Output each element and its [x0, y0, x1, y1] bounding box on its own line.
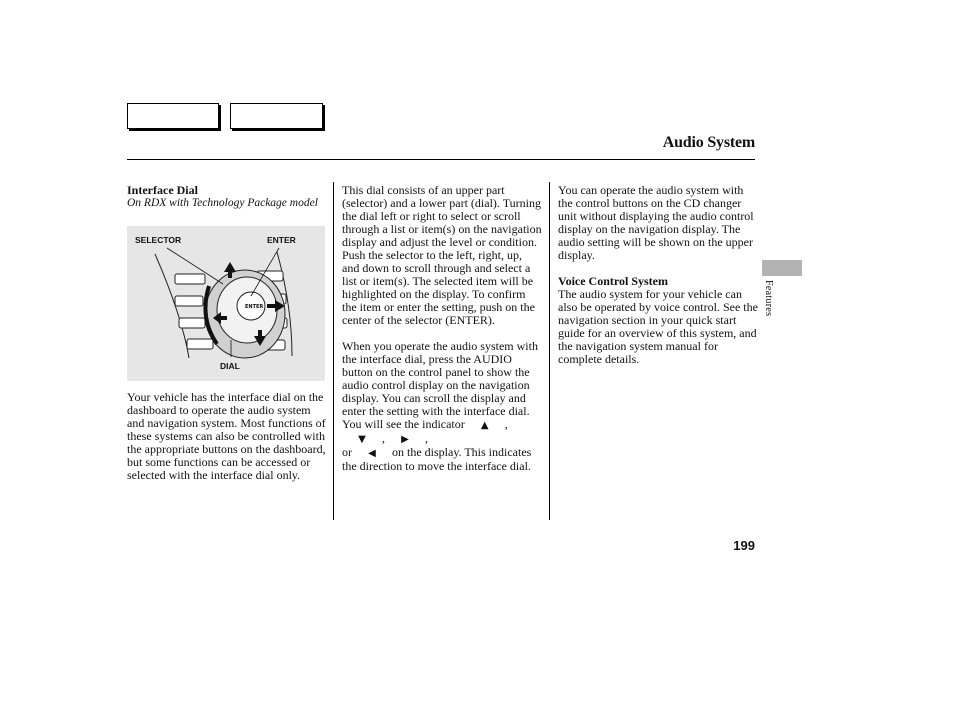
- arrow-left-icon: ◀: [368, 448, 376, 459]
- arrow-right-icon: ▶: [401, 434, 409, 445]
- dial-description: This dial consists of an upper part (selector) and a lower part (dial). Turning the dial left or right to select or scroll through a list or item(s) on the navigation display and adjust the level or condition. Push the selector to the left, right, up, and down to scroll through and select a list or item(s). The selected item will be highlighted on the display. To confirm the item or enter the setting, push on the center of the selector (ENTER).: [342, 183, 542, 327]
- audio-operation-text: [342, 340, 542, 473]
- svg-text:ENTER: ENTER: [245, 304, 264, 310]
- column-divider-1: [333, 182, 334, 520]
- enter-label: ENTER: [267, 235, 296, 245]
- interface-dial-figure: [127, 226, 325, 381]
- dial-label: DIAL: [220, 361, 240, 371]
- section-tab-marker: [762, 260, 802, 276]
- interface-dial-intro: Your vehicle has the interface dial on the dashboard to operate the audio system and navigation system. Most functions of these systems can also be controlled with the appropriate buttons on the dashboard, but some functions can be accessed or selected with the interface dial only.: [127, 390, 326, 482]
- arrow-up-icon: ▲: [480, 420, 489, 431]
- page-number: 199: [733, 538, 755, 553]
- interface-dial-illustration: [127, 226, 325, 381]
- audio-operation-lead: When you operate the audio system with the interface dial, press the AUDIO button on the control panel to show the audio control display on the navigation display. You can scroll the display and enter the setting with the interface dial. You will see the indicator: [342, 339, 538, 431]
- audio-operation-end: on the display. This indicates the direction to move the interface dial.: [342, 445, 532, 473]
- voice-control-text: The audio system for your vehicle can also be operated by voice control. See the navigation section in your quick start guide for an overview of this system, and the navigation system manual for complete details.: [558, 287, 758, 366]
- separator: ,: [425, 431, 428, 445]
- separator: ,: [504, 417, 508, 431]
- column-2: [342, 184, 542, 473]
- or-text: or: [342, 445, 352, 459]
- nav-tab-box-2[interactable]: [230, 103, 323, 129]
- nav-tab-box-1[interactable]: [127, 103, 219, 129]
- section-heading-voice-control: Voice Control System: [558, 274, 668, 288]
- column-1: [127, 184, 327, 482]
- cd-changer-text: You can operate the audio system with the control buttons on the CD changer unit without displaying the audio control display on the navigation display. The audio setting will be shown on the upper display.: [558, 183, 754, 262]
- model-note: On RDX with Technology Package model: [127, 197, 318, 209]
- selector-label: SELECTOR: [135, 235, 182, 245]
- arrow-down-icon: ▼: [358, 434, 366, 445]
- column-3: [558, 184, 758, 366]
- page-title: Audio System: [662, 134, 755, 151]
- separator: ,: [382, 431, 385, 445]
- header-rule: [127, 159, 755, 160]
- section-side-label: Features: [763, 280, 774, 317]
- section-heading-interface-dial: Interface Dial: [127, 183, 198, 197]
- column-divider-2: [549, 182, 550, 520]
